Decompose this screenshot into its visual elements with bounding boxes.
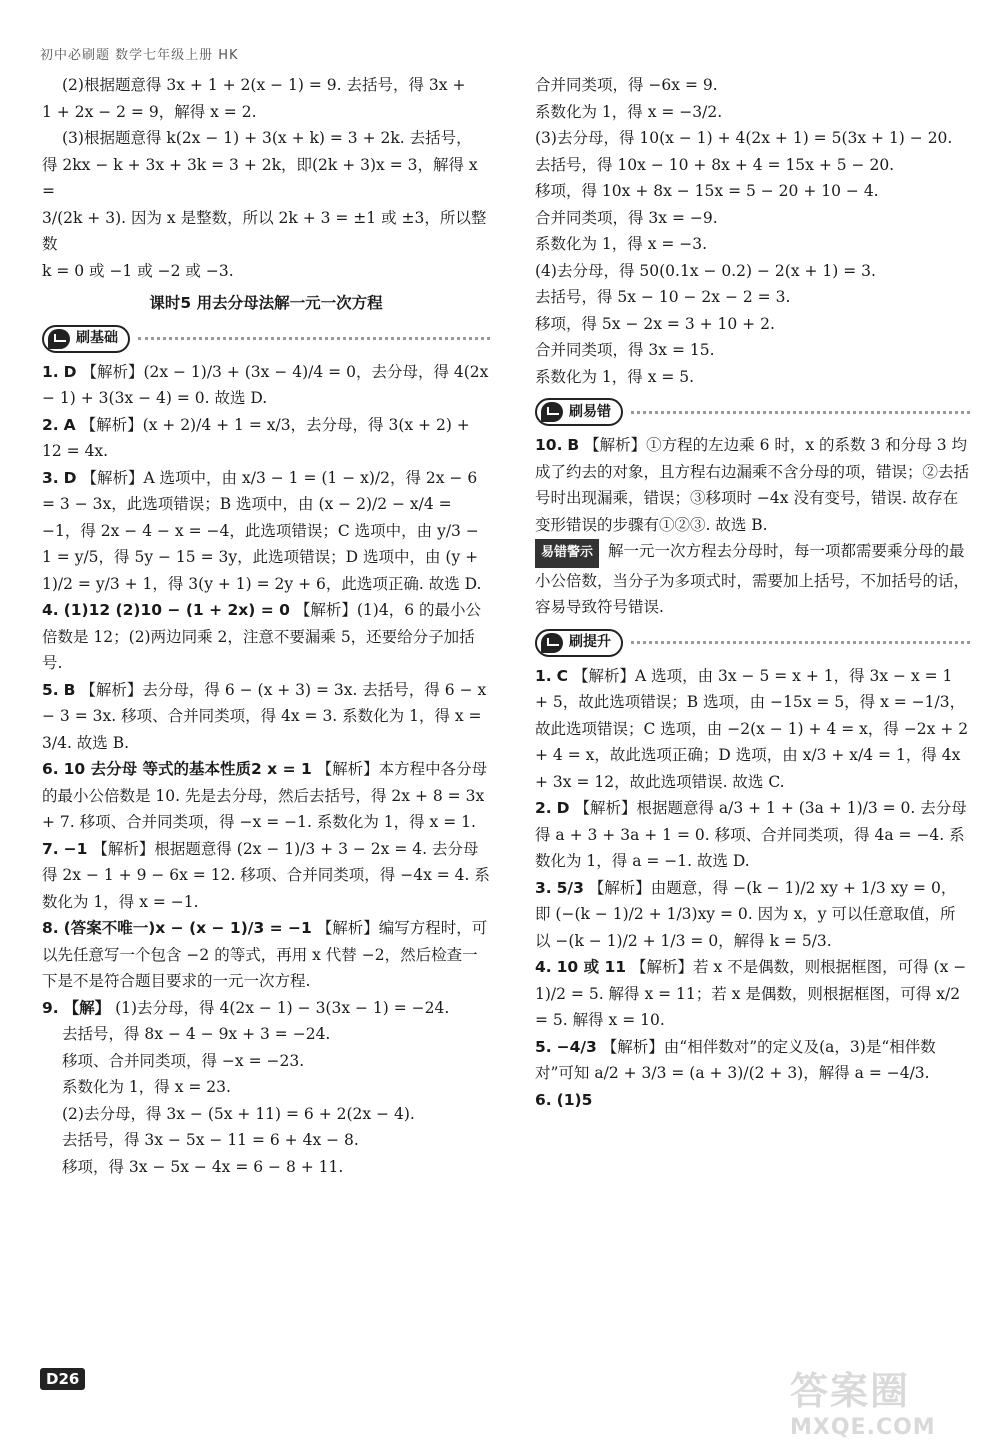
item-text: 【解析】(1)4，6 的最小公倍数是 12；(2)两边同乘 2，注意不要漏乘 5，还要给分子加括号.: [42, 601, 481, 672]
item-answer: A: [63, 415, 76, 434]
dotted-divider: [631, 411, 970, 414]
answer-item: [42, 677, 490, 757]
item-answer: B: [567, 436, 580, 454]
item-text: 【解析】(x + 2)/4 + 1 = x/3，去分母，得 3(x + 2) + 12 = 4x.: [42, 415, 470, 460]
watermark-bottom: MXQE.COM: [790, 1415, 936, 1440]
pen-icon: [541, 402, 563, 422]
warning-text: 解一元一次方程去分母时，每一项都需要乘分母的最小公倍数，当分子为多项式时，需要加上括号，不加括号的话，容易导致符号错误.: [535, 542, 970, 616]
answer-item: [535, 954, 970, 1034]
item-number: 3.: [42, 468, 59, 487]
item-text: 【解析】若 x 不是偶数，则根据框图，可得 (x − 1)/2 = 5. 解得 x = 11；若 x 是偶数，则根据框图，可得 x/2 = 5. 解得 x = 10.: [535, 958, 967, 1029]
section-badge-error: [535, 398, 970, 426]
item-answer: −4/3: [556, 1037, 597, 1056]
item-number: 1.: [535, 666, 552, 685]
item-answer: D: [63, 362, 77, 381]
text-line: 系数化为 1，得 x = 5.: [535, 367, 695, 386]
dotted-divider: [138, 337, 490, 340]
text-line: (2)去分母，得 3x − (5x + 11) = 6 + 2(2x − 4).: [62, 1104, 415, 1123]
badge-pill: [42, 325, 130, 353]
item-number: 7.: [42, 839, 59, 858]
answer-item: [42, 756, 490, 836]
text-line: (2)根据题意得 3x + 1 + 2(x − 1) = 9. 去括号，得 3x +: [62, 76, 466, 94]
answer-item: [535, 432, 970, 538]
item-text: 【解析】本方程中各分母的最小公倍数是 10. 先是去分母，然后去括号，得 2x + 8 = 3x + 7. 移项、合并同类项，得 −x = −1. 系数化为 1，得 x = 1.: [42, 760, 488, 831]
item-text: 【解析】编写方程时，可以先任意写一个包含 −2 的等式，再用 x 代替 −2，然后检查一下是不是符合题目要求的一元一次方程.: [42, 919, 488, 990]
answer-item: [42, 915, 490, 995]
item-number: 6.: [42, 760, 59, 778]
text-line: 系数化为 1，得 x = −3.: [535, 235, 708, 253]
answer-item: [42, 465, 490, 598]
answer-item: [42, 412, 490, 465]
item-answer: −1: [63, 839, 88, 858]
left-column: [42, 72, 490, 1180]
text-line: (4)去分母，得 50(0.1x − 0.2) − 2(x + 1) = 3.: [535, 261, 876, 280]
badge-label: 刷易错: [569, 403, 611, 420]
item-number: 1.: [42, 362, 59, 381]
answer-item: [42, 995, 490, 1022]
item-number: 10.: [535, 436, 563, 454]
item-number: 8.: [42, 919, 59, 937]
item-number: 4.: [42, 601, 59, 619]
item-answer: 5/3: [556, 878, 584, 897]
badge-pill: [535, 629, 623, 657]
item-answer: 10 去分母 等式的基本性质2 x = 1: [63, 760, 312, 778]
text-line: 去括号，得 10x − 10 + 8x + 4 = 15x + 5 − 20.: [535, 155, 895, 174]
text-line: 合并同类项，得 3x = 15.: [535, 341, 715, 359]
right-column: [535, 72, 970, 1113]
answer-item: [535, 795, 970, 875]
section-badge-basic: [42, 325, 490, 353]
text-line: 移项，得 10x + 8x − 15x = 5 − 20 + 10 − 4.: [535, 182, 879, 200]
warning-note: [535, 538, 970, 621]
item-number: 6.: [535, 1090, 552, 1109]
dotted-divider: [631, 641, 970, 644]
item-number: 2.: [535, 799, 552, 817]
watermark-logo: [790, 1360, 980, 1440]
item-number: 3.: [535, 878, 552, 897]
text-line: 移项、合并同类项，得 −x = −23.: [62, 1051, 305, 1070]
answer-item: [535, 663, 970, 796]
text-line: 移项，得 5x − 2x = 3 + 10 + 2.: [535, 314, 775, 333]
watermark-top: 答案圈: [790, 1369, 911, 1413]
item-text: 【解析】由“相伴数对”的定义及(a，3)是“相伴数对”可知 a/2 + 3/3 = (a + 3)/(2 + 3)，解得 a = −4/3.: [535, 1037, 936, 1082]
item-answer: (1)12 (2)10 − (1 + 2x) = 0: [63, 601, 290, 619]
item-answer: (1)5: [556, 1090, 593, 1109]
text-line: 1 + 2x − 2 = 9，解得 x = 2.: [42, 102, 257, 121]
item-number: 2.: [42, 415, 59, 434]
item-number: 5.: [535, 1037, 552, 1056]
answer-item: [42, 597, 490, 677]
warning-label: 易错警示: [535, 539, 599, 568]
answer-item: [535, 875, 970, 955]
item-answer: C: [556, 666, 569, 685]
lesson-title: 课时5 用去分母法解一元一次方程: [149, 294, 383, 312]
pen-icon: [541, 633, 563, 653]
item-text: 【解析】去分母，得 6 − (x + 3) = 3x. 去括号，得 6 − x − 3 = 3x. 移项、合并同类项，得 4x = 3. 系数化为 1，得 x = 3/4. 故选 B.: [42, 680, 487, 752]
text-line: 合并同类项，得 3x = −9.: [535, 208, 718, 227]
text-line: 去括号，得 8x − 4 − 9x + 3 = −24.: [62, 1025, 331, 1043]
text-line: 得 2kx − k + 3x + 3k = 3 + 2k，即(2k + 3)x = 3，解得 x =: [42, 155, 478, 200]
item-answer: 10 或 11: [556, 958, 627, 976]
item-text: 【解析】由题意，得 −(k − 1)/2 xy + 1/3 xy = 0，即 (−(k − 1)/2 + 1/3)xy = 0. 因为 x，y 可以任意取值，所以 −(k − 1)/2 + 1/3 = 0，解得 k = 5/3.: [535, 878, 957, 950]
text-line: 合并同类项，得 −6x = 9.: [535, 76, 718, 94]
section-badge-advanced: [535, 629, 970, 657]
answer-item: [42, 836, 490, 916]
text-line: 3/(2k + 3). 因为 x 是整数，所以 2k + 3 = ±1 或 ±3，所以整数: [42, 208, 487, 253]
text-line: 系数化为 1，得 x = 23.: [62, 1078, 231, 1096]
item-answer: 【解】: [63, 998, 111, 1017]
answer-item: [42, 359, 490, 412]
item-text: (1)去分母，得 4(2x − 1) − 3(3x − 1) = −24.: [115, 998, 450, 1017]
answer-item: [535, 1034, 970, 1087]
item-text: 【解析】根据题意得 a/3 + 1 + (3a + 1)/3 = 0. 去分母得 a + 3 + 3a + 1 = 0. 移项、合并同类项，得 4a = −4. 系数化为 1，得 a = −1. 故选 D.: [535, 799, 967, 870]
item-text: 【解析】A 选项，由 3x − 5 = x + 1，得 3x − x = 1 + 5，故此选项错误；B 选项，由 −15x = 5，得 x = −1/3，故此选项错误；C 选项，由 −2(x − 1) + 4 = x，得 −2x + 2 + 4 = x，故此选项正确；D 选项，由 x/3 + x/4 = 1，得 4x + 3x = 12，故此选项错误. 故选 C.: [535, 666, 969, 791]
text-line: (3)根据题意得 k(2x − 1) + 3(x + k) = 3 + 2k. 去括号，: [62, 129, 472, 147]
item-number: 9.: [42, 998, 59, 1017]
item-number: 4.: [535, 958, 552, 976]
item-answer: D: [556, 799, 570, 817]
item-number: 5.: [42, 680, 59, 699]
item-text: 【解析】①方程的左边乘 6 时，x 的系数 3 和分母 3 均成了约去的对象，且方程右边漏乘不含分母的项，错误；②去括号时出现漏乘，错误；③移项时 −4x 没有变号，错误. 故存在变形错误的步骤有①②③. 故选 B.: [535, 436, 970, 534]
text-line: k = 0 或 −1 或 −2 或 −3.: [42, 261, 234, 280]
item-answer: (答案不唯一)x − (x − 1)/3 = −1: [63, 919, 312, 937]
page-header: 初中必刷题 数学七年级上册 HK: [40, 48, 239, 63]
item-answer: D: [63, 468, 77, 487]
badge-label: 刷基础: [76, 330, 118, 347]
text-line: 移项，得 3x − 5x − 4x = 6 − 8 + 11.: [62, 1157, 344, 1176]
pen-icon: [48, 329, 70, 349]
badge-pill: [535, 398, 623, 426]
item-text: 【解析】(2x − 1)/3 + (3x − 4)/4 = 0，去分母，得 4(2x − 1) + 3(3x − 4) = 0. 故选 D.: [42, 362, 489, 407]
text-line: 去括号，得 5x − 10 − 2x − 2 = 3.: [535, 288, 791, 306]
text-line: 去括号，得 3x − 5x − 11 = 6 + 4x − 8.: [62, 1131, 359, 1149]
badge-label: 刷提升: [569, 634, 611, 651]
text-line: 系数化为 1，得 x = −3/2.: [535, 102, 723, 121]
answer-item: [535, 1087, 970, 1114]
item-text: 【解析】根据题意得 (2x − 1)/3 + 3 − 2x = 4. 去分母得 2x − 1 + 9 − 6x = 12. 移项、合并同类项，得 −4x = 4. 系数化为 1，得 x = −1.: [42, 839, 490, 911]
item-text: 【解析】A 选项中，由 x/3 − 1 = (1 − x)/2，得 2x − 6 = 3 − 3x，此选项错误；B 选项中，由 (x − 2)/2 − x/4 = −1，得 2x − 4 − x = −4，此选项错误；C 选项中，由 y/3 − 1 = y/5，得 5y − 15 = 3y，此选项错误；D 选项中，由 (y + 1)/2 = y/3 + 1，得 3(y + 1) = 2y + 6，此选项正确. 故选 D.: [42, 468, 482, 593]
item-answer: B: [63, 680, 76, 699]
page-number: D26: [40, 1368, 85, 1390]
text-line: (3)去分母，得 10(x − 1) + 4(2x + 1) = 5(3x + 1) − 20.: [535, 129, 953, 147]
